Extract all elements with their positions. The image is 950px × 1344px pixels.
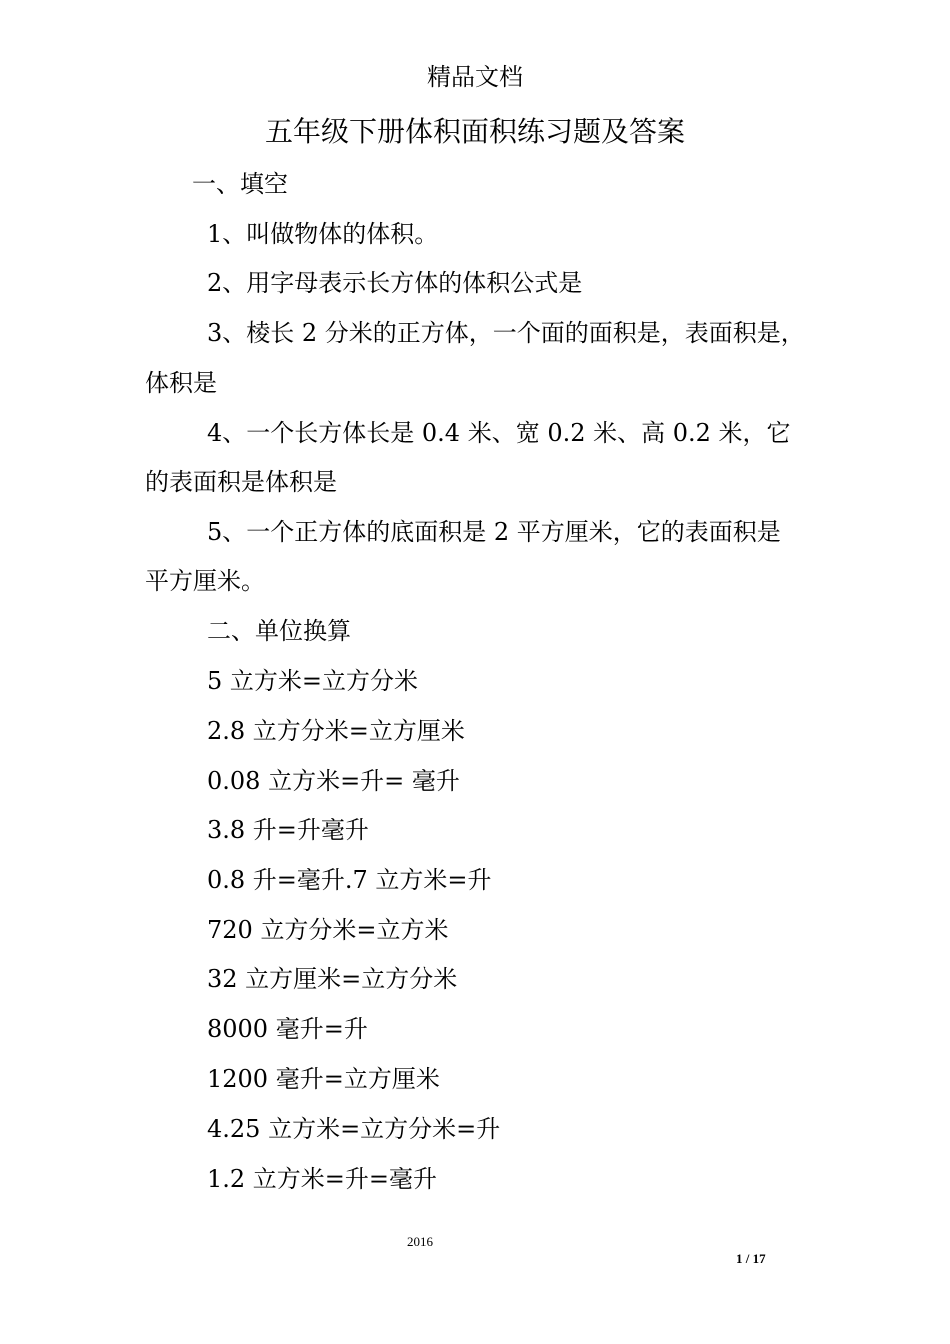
question-5-line-2: 平方厘米。 bbox=[145, 567, 265, 595]
question-3-line-1: 3、棱长 2 分米的正方体，一个面的面积是，表面积是， bbox=[207, 319, 805, 347]
question-2: 2、用字母表示长方体的体积公式是 bbox=[207, 269, 583, 297]
section-heading-fill-blank: 一、填空 bbox=[192, 170, 288, 198]
question-4-line-2: 的表面积是体积是 bbox=[145, 468, 337, 496]
page-number: 1 / 17 bbox=[736, 1251, 766, 1266]
conversion-item: 1.2 立方米=升=毫升 bbox=[207, 1165, 438, 1193]
footer-year: 2016 bbox=[407, 1234, 433, 1249]
conversion-item: 4.25 立方米=立方分米=升 bbox=[207, 1115, 501, 1143]
question-5-line-1: 5、一个正方体的底面积是 2 平方厘米，它的表面积是 bbox=[207, 518, 781, 546]
conversion-item: 0.8 升=毫升.7 立方米=升 bbox=[207, 866, 492, 894]
conversion-item: 32 立方厘米=立方分米 bbox=[207, 965, 458, 993]
conversion-item: 2.8 立方分米=立方厘米 bbox=[207, 717, 465, 745]
document-title: 五年级下册体积面积练习题及答案 bbox=[264, 115, 685, 148]
section-heading-unit-conversion: 二、单位换算 bbox=[207, 617, 351, 645]
question-3-line-2: 体积是 bbox=[145, 369, 217, 397]
question-1: 1、叫做物体的体积。 bbox=[207, 220, 439, 248]
conversion-item: 8000 毫升=升 bbox=[207, 1015, 368, 1043]
conversion-item: 0.08 立方米=升= 毫升 bbox=[207, 767, 460, 795]
header-mark: 精品文档 bbox=[427, 63, 523, 91]
question-4-line-1: 4、一个长方体长是 0.4 米、宽 0.2 米、高 0.2 米，它 bbox=[207, 419, 791, 447]
conversion-item: 3.8 升=升毫升 bbox=[207, 816, 369, 844]
conversion-item: 5 立方米=立方分米 bbox=[207, 667, 419, 695]
conversion-item: 720 立方分米=立方米 bbox=[207, 916, 449, 944]
conversion-item: 1200 毫升=立方厘米 bbox=[207, 1065, 440, 1093]
